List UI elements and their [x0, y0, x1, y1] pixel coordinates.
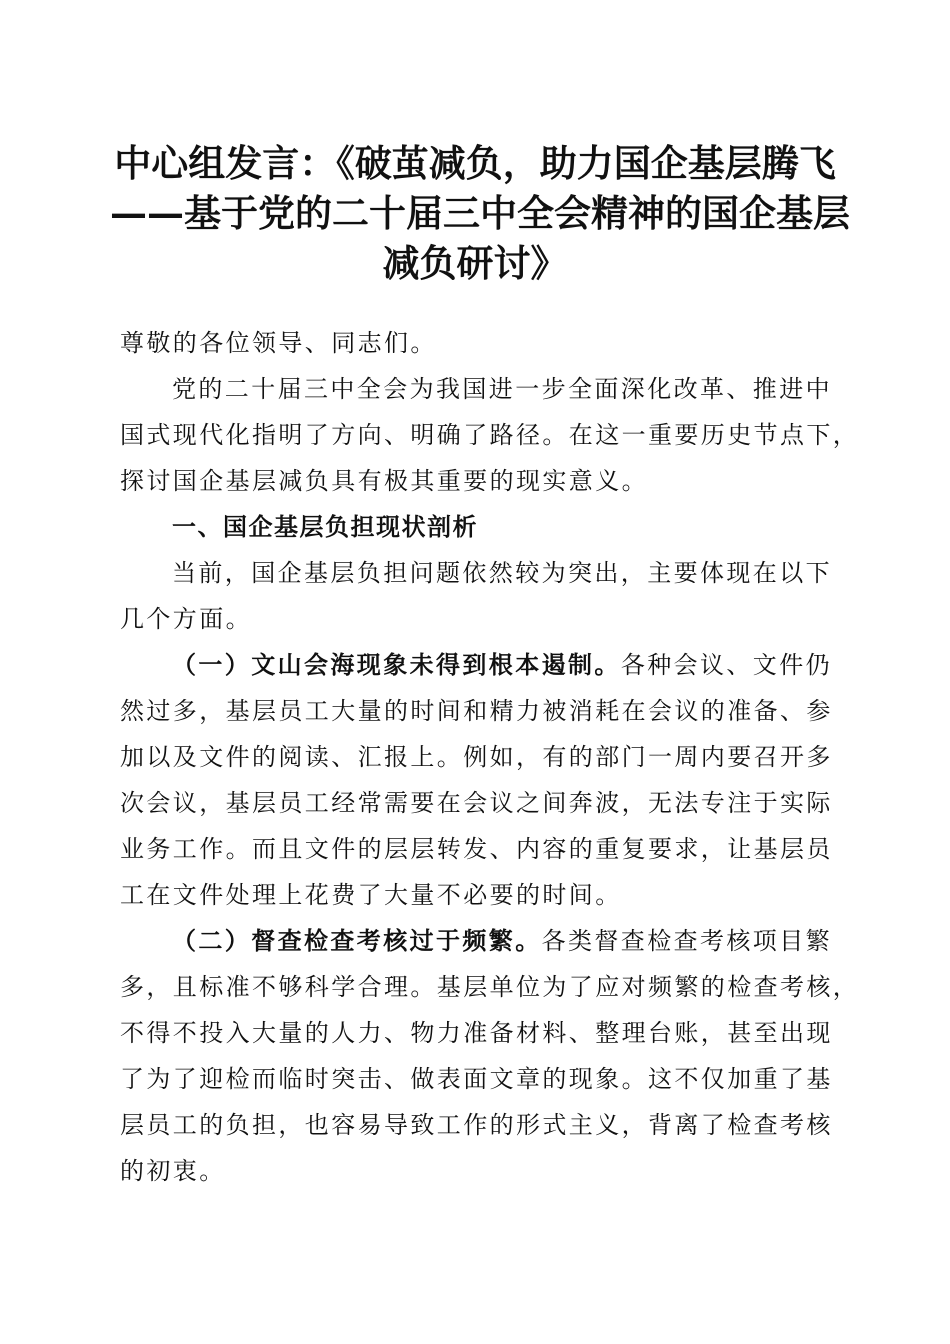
point-1-line-1-rest: 各种会议、文件仍: [620, 651, 833, 679]
point-2-line-1: [120, 918, 832, 964]
point-1-line-5: 业务工作。而且文件的层层转发、内容的重复要求，让基层员: [120, 835, 833, 863]
point-2-line-3: 不得不投入大量的人力、物力准备材料、整理台账，甚至出现: [120, 1019, 833, 1047]
point-2-line-1-rest: 各类督查检查考核项目繁: [541, 927, 833, 955]
section-1-line-1: 当前，国企基层负担问题依然较为突出，主要体现在以下: [172, 559, 832, 587]
point-1-line-3: 加以及文件的阅读、汇报上。例如，有的部门一周内要召开多: [120, 743, 833, 771]
title-line-2: ——基于党的二十届三中全会精神的国企基层: [110, 191, 850, 235]
intro-paragraph: [120, 366, 860, 504]
point-1-line-4: 次会议，基层员工经常需要在会议之间奔波，无法专注于实际: [120, 789, 833, 817]
intro-line-1: 党的二十届三中全会为我国进一步全面深化改革、推进中: [172, 375, 832, 403]
point-1-line-6: 工在文件处理上花费了大量不必要的时间。: [120, 881, 622, 909]
point-1-line-1: [120, 642, 832, 688]
point-1-line-2: 然过多，基层员工大量的时间和精力被消耗在会议的准备、参: [120, 697, 833, 725]
point-2-lead: （二）督查检查考核过于频繁。: [172, 926, 542, 955]
intro-line-3: 探讨国企基层减负具有极其重要的现实意义。: [120, 467, 648, 495]
point-2-line-6: 的初衷。: [120, 1157, 226, 1185]
point-2-line-2: 多，且标准不够科学合理。基层单位为了应对频繁的检查考核，: [120, 973, 860, 1001]
section-1-paragraph: [120, 550, 832, 642]
point-2-line-4: 了为了迎检而临时突击、做表面文章的现象。这不仅加重了基: [120, 1065, 833, 1093]
point-1-paragraph: [120, 642, 832, 918]
section-1-heading: 一、国企基层负担现状剖析: [172, 513, 478, 541]
document-body: [120, 320, 860, 1194]
point-1-lead: （一）文山会海现象未得到根本遏制。: [172, 650, 621, 679]
document-title: [110, 138, 850, 288]
point-2-paragraph: [120, 918, 860, 1194]
section-1-line-2: 几个方面。: [120, 605, 252, 633]
title-line-1: 中心组发言：《破茧减负，助力国企基层腾飞: [114, 141, 836, 185]
title-line-3: 减负研讨》: [382, 241, 568, 285]
greeting: 尊敬的各位领导、同志们。: [120, 329, 437, 357]
point-2-line-5: 层员工的负担，也容易导致工作的形式主义，背离了检查考核: [120, 1111, 833, 1139]
intro-line-2: 国式现代化指明了方向、明确了路径。在这一重要历史节点下，: [120, 421, 860, 449]
